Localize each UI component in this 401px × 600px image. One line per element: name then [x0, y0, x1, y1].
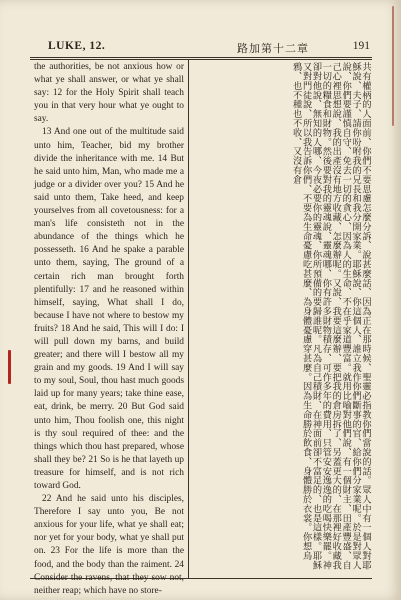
- chinese-column: 共有權柄的人面前、你們不要思慮怎麼分訴、說甚麼話、因為正在那時候、聖靈必指教你們當說的話。眾人中有一個人對耶穌說、夫子、請你吩咐我的兄長和我分開家業。耶穌說、你這個人、誰立我作你們斷事的官、給你們分家業呢。於是對眾人說、你們要謹慎自守、免去一切的貪心、因為人的生命、不在乎家道豐富。就用比喻對他們說、有一個財主、田產豐盛、自己心裡思想說、我的出產沒有地方收藏、怎麼辦呢。又說、我要這麼辦、要把我的倉房拆了、另蓋更大的、在那裡好收藏我一切的糧食和財物。然後要對我的靈魂說、靈魂哪、你有許多財物積存、可作多年的費用、只管安安逸逸的吃喝快樂罷。神卻對他說、無知的人哪、今夜必要你的靈魂、你所預備的要歸誰呢。凡為自己積財、在神面前卻不富足的、也是這樣。耶穌又對門徒說、所以我告訴你們、不要為生命憂慮吃甚麼、為身體憂慮穿甚麼。因為生命勝於飲食、身體勝於衣裳。你想烏鴉、也不種也不收、又沒有倉: [290, 62, 371, 570]
- english-column: [34, 61, 184, 596]
- header-rule-double: [30, 59, 372, 60]
- english-paragraph: 13 And one out of the multitude said unto him, Teacher, bid my brother divide the inheritance with me. 14 But he said unto him, Man, who made me a judge or a divider over you? 15 And he said unto them, Take heed, and keep yourselves from all covetousness: for a man's life consisteth not in the abundance of the things which he possesseth. 16 And he spake a parable unto them, saying, The ground of a certain rich man brought forth plentifully: 17 and he reasoned within himself, saying, What shall I do, because I have not where to bestow my fruits? 18 And he said, This will I do: I will pull down my barns, and build greater; and there will I bestow all my grain and my goods. 19 And I will say to my soul, Soul, thou hast much goods laid up for many years; take thine ease, eat, drink, be merry. 20 But God said unto him, Thou foolish one, this night is thy soul required of thee: and the things which thou hast prepared, whose shall they be? 21 So is he that layeth up treasure for himself, and is not rich toward God.: [34, 127, 184, 491]
- page-header: [36, 40, 370, 56]
- english-paragraph: the authorities, be not anxious how or what ye shall answer, or what ye shall say: 12 for the Holy Spirit shall teach you in that very hour what ye ought to say.: [34, 62, 184, 125]
- red-margin-mark: [8, 350, 11, 384]
- book-reference: LUKE, 12.: [48, 40, 106, 52]
- header-rule: [30, 57, 372, 58]
- column-divider: [188, 59, 189, 578]
- chinese-chapter-title: 路加第十二章: [237, 42, 309, 55]
- page-number: 191: [352, 40, 370, 52]
- page-edge-shadow: [392, 6, 394, 126]
- english-paragraph: 22 And he said unto his disciples, Therefore I say unto you, Be not anxious for your life, what ye shall eat; nor yet for your body, what ye shall put on. 23 For the life is more than the food, and the body than the raiment. 24 Consider the ravens, that they sow not, neither reap; which have no store-: [34, 494, 184, 596]
